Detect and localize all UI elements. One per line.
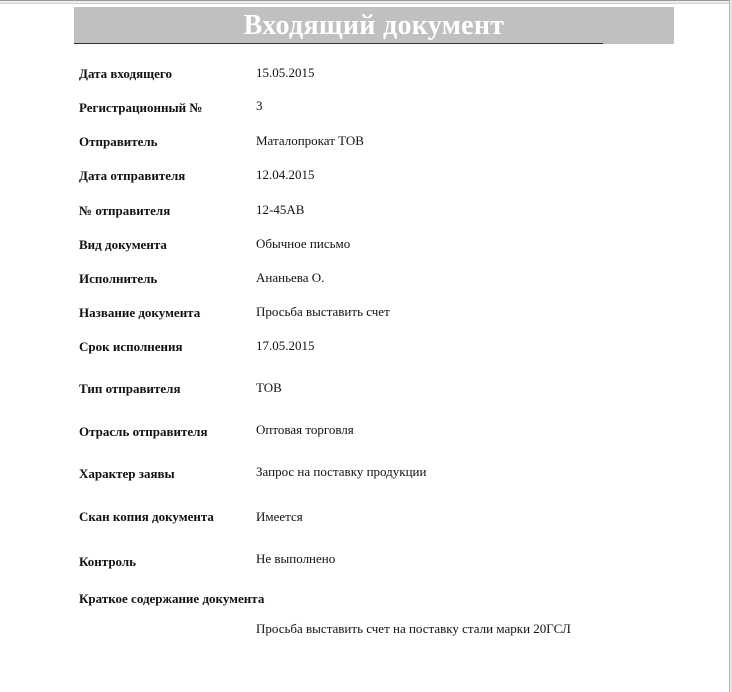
field-label-sender-type: Тип отправителя bbox=[79, 381, 181, 396]
field-value-summary: Просьба выставить счет на поставку стали марки 20ГСЛ bbox=[256, 621, 571, 636]
field-value-control: Не выполнено bbox=[256, 551, 336, 566]
field-value-executor: Ананьева О. bbox=[256, 270, 325, 285]
field-value-sender-number: 12-45АВ bbox=[256, 202, 305, 217]
field-label-sender: Отправитель bbox=[79, 134, 158, 149]
field-label-registration-number: Регистрационный № bbox=[79, 100, 203, 115]
field-label-sender-date: Дата отправителя bbox=[79, 168, 186, 183]
field-label-scan-copy: Скан копия документа bbox=[79, 509, 214, 524]
field-value-scan-copy: Имеется bbox=[256, 509, 303, 524]
field-label-document-name: Название документа bbox=[79, 305, 201, 320]
title-banner bbox=[74, 7, 674, 44]
title-underline bbox=[74, 43, 603, 44]
field-value-document-type: Обычное письмо bbox=[256, 236, 351, 251]
top-border bbox=[0, 0, 732, 4]
field-label-deadline: Срок исполнения bbox=[79, 339, 183, 354]
field-value-sender-date: 12.04.2015 bbox=[256, 167, 315, 182]
field-value-deadline: 17.05.2015 bbox=[256, 338, 315, 353]
field-value-sender-industry: Оптовая торговля bbox=[256, 422, 354, 437]
field-value-registration-number: 3 bbox=[256, 98, 263, 113]
field-value-request-nature: Запрос на поставку продукции bbox=[256, 464, 427, 479]
field-value-sender-type: ТОВ bbox=[256, 380, 282, 395]
field-label-control: Контроль bbox=[79, 554, 137, 569]
field-label-summary: Краткое содержание документа bbox=[79, 591, 265, 606]
field-value-document-name: Просьба выставить счет bbox=[256, 304, 390, 319]
page-title: Входящий документ bbox=[243, 9, 505, 41]
field-value-sender: Маталопрокат ТОВ bbox=[256, 133, 364, 148]
field-label-document-type: Вид документа bbox=[79, 237, 167, 252]
field-label-sender-industry: Отрасль отправителя bbox=[79, 424, 208, 439]
field-label-sender-number: № отправителя bbox=[79, 203, 171, 218]
field-label-request-nature: Характер заявы bbox=[79, 466, 175, 481]
field-label-executor: Исполнитель bbox=[79, 271, 158, 286]
field-value-incoming-date: 15.05.2015 bbox=[256, 65, 315, 80]
field-label-incoming-date: Дата входящего bbox=[79, 66, 172, 81]
